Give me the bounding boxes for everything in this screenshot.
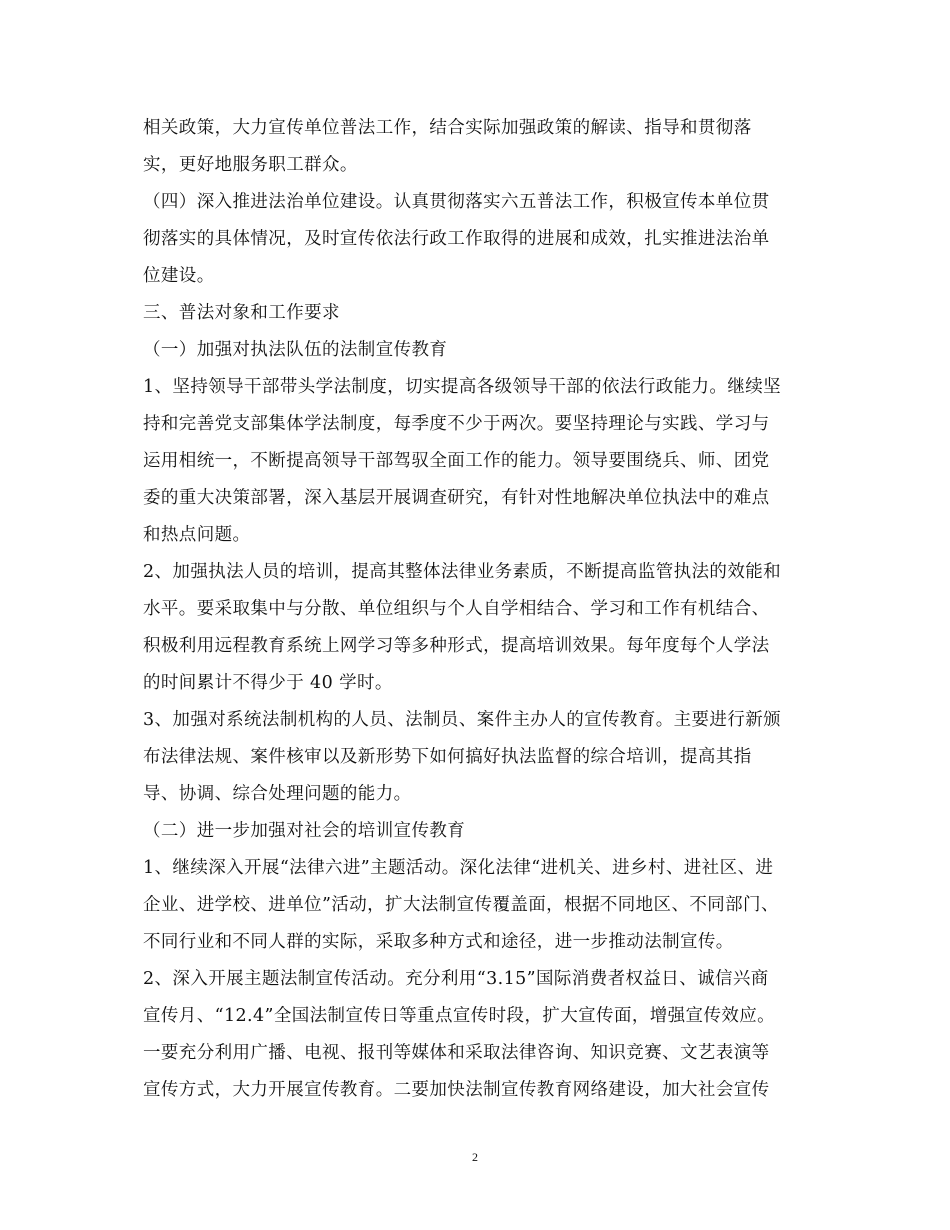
subsection-heading: （一）加强对执法队伍的法制宣传教育 [143, 340, 448, 360]
text-line: 位建设。 [143, 266, 215, 286]
text-line: 2、深入开展主题法制宣传活动。充分利用“3.15”国际消费者权益日、诚信兴商 [143, 969, 769, 989]
text-line: 的时间累计不得少于 40 学时。 [143, 673, 393, 693]
text-line: 不同行业和不同人群的实际，采取多种方式和途径，进一步推动法制宣传。 [143, 932, 734, 952]
text-line: 彻落实的具体情况，及时宣传依法行政工作取得的进展和成效，扎实推进法治单 [143, 229, 770, 249]
text-line: 3、加强对系统法制机构的人员、法制员、案件主办人的宣传教育。主要进行新颁 [143, 710, 782, 730]
section-heading: 三、普法对象和工作要求 [143, 303, 340, 323]
text-line: 一要充分利用广播、电视、报刊等媒体和采取法律咨询、知识竞赛、文艺表演等 [143, 1043, 770, 1063]
text-line: 宣传月、“12.4”全国法制宣传日等重点宣传时段，扩大宣传面，增强宣传效应。 [143, 1006, 776, 1026]
text-line: 相关政策，大力宣传单位普法工作，结合实际加强政策的解读、指导和贯彻落 [143, 118, 752, 138]
text-line: 1、坚持领导干部带头学法制度，切实提高各级领导干部的依法行政能力。继续坚 [143, 377, 782, 397]
text-line: 实，更好地服务职工群众。 [143, 155, 358, 175]
text-line: 企业、进学校、进单位”活动，扩大法制宣传覆盖面，根据不同地区、不同部门、 [143, 895, 779, 915]
text-line: 2、加强执法人员的培训，提高其整体法律业务素质，不断提高监管执法的效能和 [143, 562, 782, 582]
text-line: 宣传方式，大力开展宣传教育。二要加快法制宣传教育网络建设，加大社会宣传 [143, 1080, 770, 1100]
text-line: （四）深入推进法治单位建设。认真贯彻落实六五普法工作，积极宣传本单位贯 [143, 192, 770, 212]
page-number: 2 [472, 1150, 478, 1164]
text-line: 和热点问题。 [143, 525, 251, 545]
text-line: 积极利用远程教育系统上网学习等多种形式，提高培训效果。每年度每个人学法 [143, 636, 770, 656]
text-line: 导、协调、综合处理问题的能力。 [143, 784, 412, 804]
text-line: 运用相统一，不断提高领导干部驾驭全面工作的能力。领导要围绕兵、师、团党 [143, 451, 770, 471]
text-line: 持和完善党支部集体学法制度，每季度不少于两次。要坚持理论与实践、学习与 [143, 414, 770, 434]
text-line: 布法律法规、案件核审以及新形势下如何搞好执法监督的综合培训，提高其指 [143, 747, 752, 767]
subsection-heading: （二）进一步加强对社会的培训宣传教育 [143, 821, 466, 841]
text-line: 委的重大决策部署，深入基层开展调查研究，有针对性地解决单位执法中的难点 [143, 488, 770, 508]
text-line: 水平。要采取集中与分散、单位组织与个人自学相结合、学习和工作有机结合、 [143, 599, 770, 619]
text-line: 1、继续深入开展“法律六进”主题活动。深化法律“进机关、进乡村、进社区、进 [143, 858, 774, 878]
